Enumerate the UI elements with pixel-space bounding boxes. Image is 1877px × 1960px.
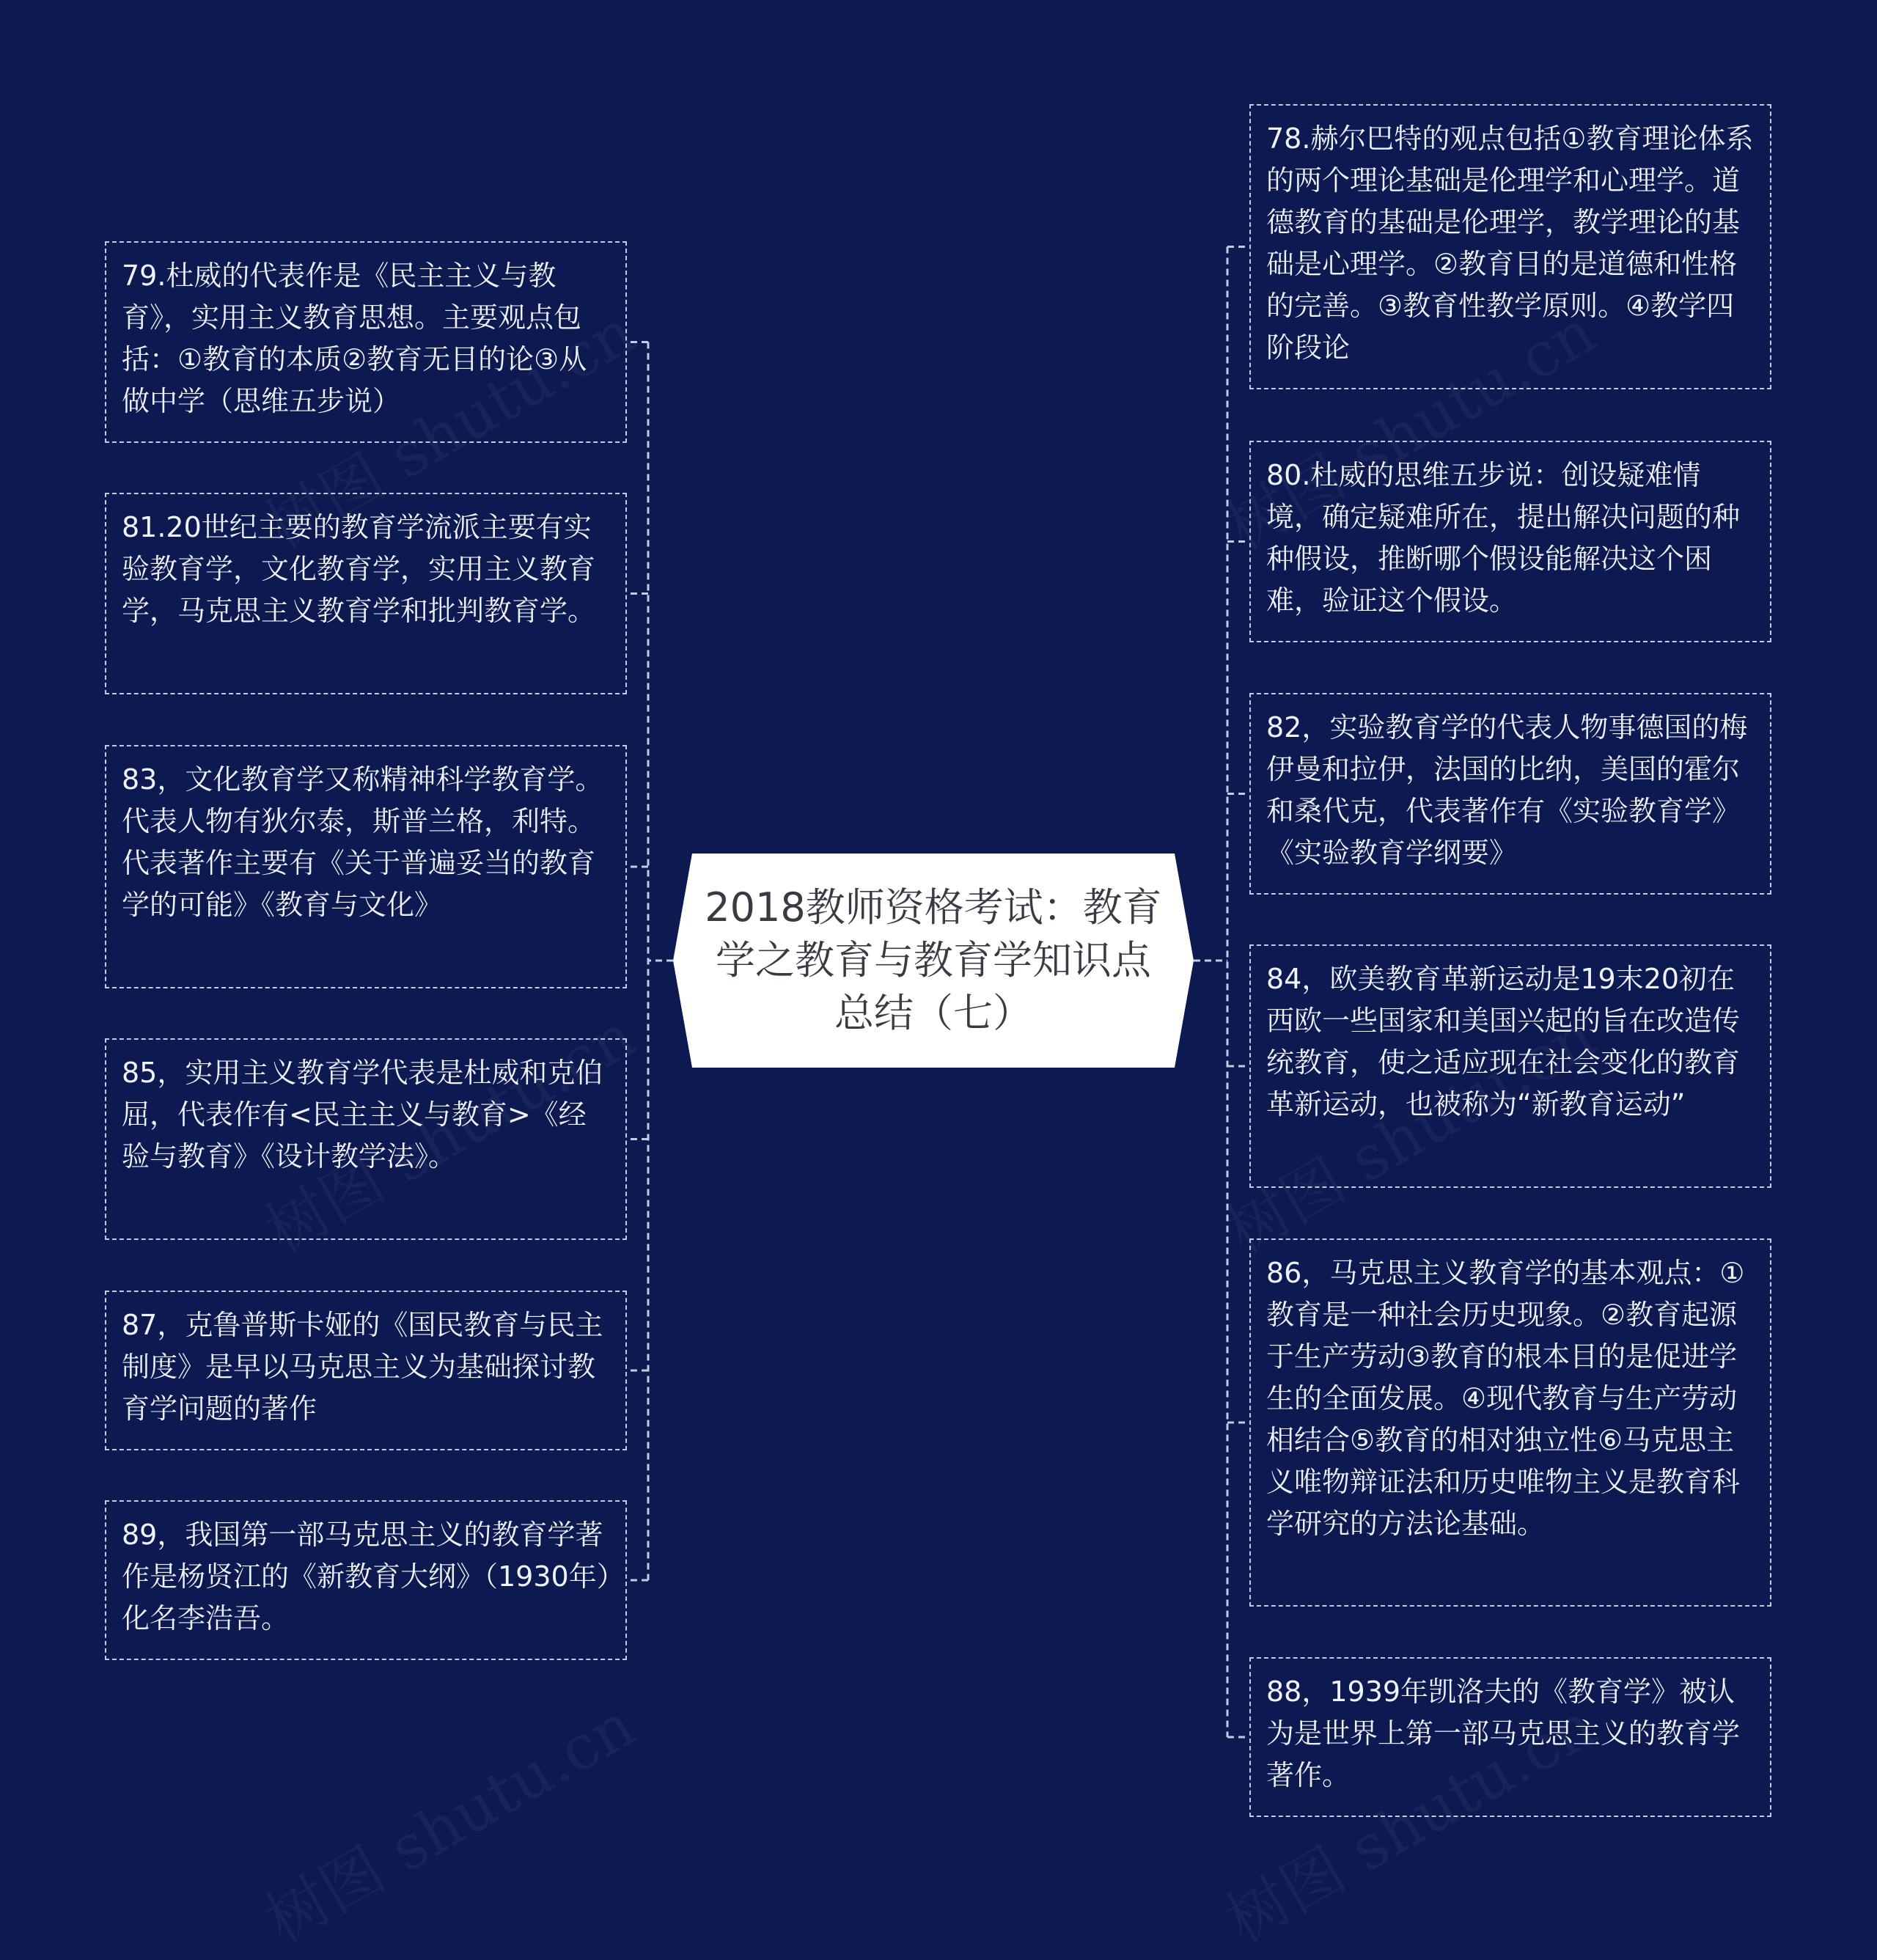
left-node-3[interactable]: 83，文化教育学又称精神科学教育学。代表人物有狄尔泰，斯普兰格，利特。代表著作主要有《关于普遍妥当的教育学的可能》《教育与文化》: [105, 745, 627, 988]
central-topic-node[interactable]: [673, 854, 1194, 1068]
left-node-1[interactable]: 79.杜威的代表作是《民主主义与教育》，实用主义教育思想。主要观点包括：①教育的本质②教育无目的论③从做中学（思维五步说）: [105, 241, 627, 443]
right-node-1[interactable]: 78.赫尔巴特的观点包括①教育理论体系的两个理论基础是伦理学和心理学。道德教育的基础是伦理学，教学理论的基础是心理学。②教育目的是道德和性格的完善。③教育性教学原则。④教学四阶段论: [1249, 104, 1771, 389]
left-node-6[interactable]: 89，我国第一部马克思主义的教育学著作是杨贤江的《新教育大纲》（1930年）化名李浩吾。: [105, 1500, 627, 1660]
left-node-5[interactable]: 87，克鲁普斯卡娅的《国民教育与民主制度》是早以马克思主义为基础探讨教育学问题的著作: [105, 1291, 627, 1450]
right-node-6[interactable]: 88，1939年凯洛夫的《教育学》被认为是世界上第一部马克思主义的教育学著作。: [1249, 1657, 1771, 1817]
right-node-4[interactable]: 84，欧美教育革新运动是19末20初在西欧一些国家和美国兴起的旨在改造传统教育，使之适应现在社会变化的教育革新运动，也被称为“新教育运动”: [1249, 944, 1771, 1188]
central-topic-text: 2018教师资格考试：教育学之教育与教育学知识点总结（七）: [705, 884, 1162, 1036]
right-node-3[interactable]: 82，实验教育学的代表人物事德国的梅伊曼和拉伊，法国的比纳，美国的霍尔和桑代克，代表著作有《实验教育学》《实验教育学纲要》: [1249, 693, 1771, 895]
left-node-4[interactable]: 85，实用主义教育学代表是杜威和克伯屈，代表作有<民主主义与教育>《经验与教育》《设计教学法》。: [105, 1038, 627, 1240]
right-node-2[interactable]: 80.杜威的思维五步说：创设疑难情境，确定疑难所在，提出解决问题的种种假设，推断哪个假设能解决这个困难，验证这个假设。: [1249, 441, 1771, 642]
left-node-2[interactable]: 81.20世纪主要的教育学流派主要有实验教育学，文化教育学，实用主义教育学，马克思主义教育学和批判教育学。: [105, 493, 627, 694]
right-node-5[interactable]: 86，马克思主义教育学的基本观点：①教育是一种社会历史现象。②教育起源于生产劳动③教育的根本目的是促进学生的全面发展。④现代教育与生产劳动相结合⑤教育的相对独立性⑥马克思主义唯物辩证法和历史唯物主义是教育科学研究的方法论基础。: [1249, 1238, 1771, 1607]
